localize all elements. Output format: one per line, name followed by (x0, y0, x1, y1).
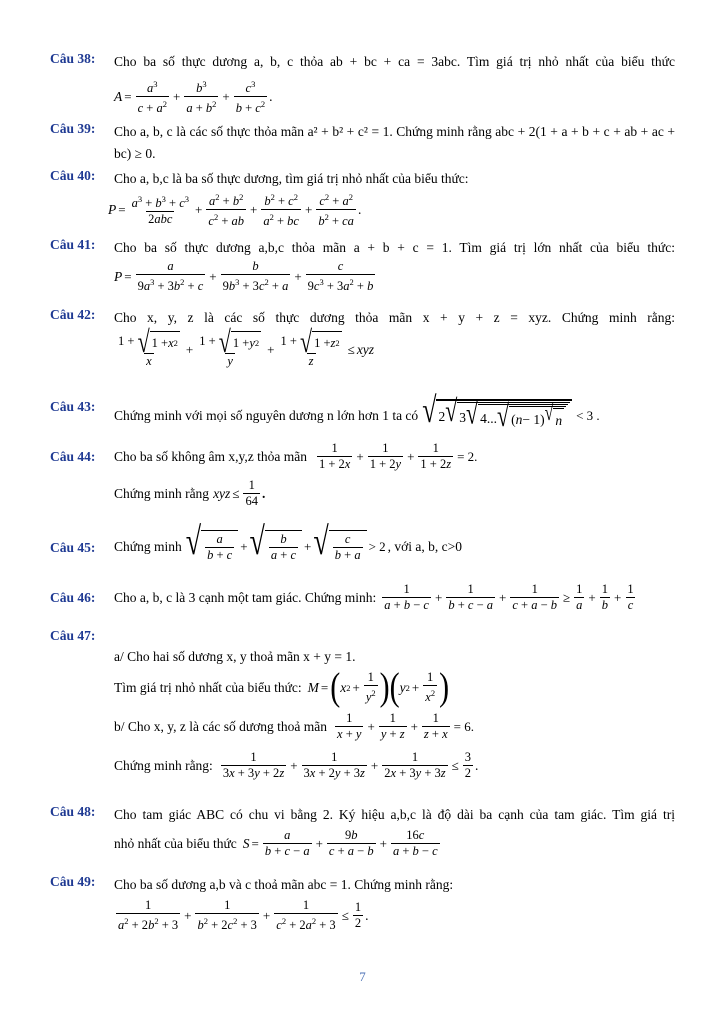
question-text: Cho a, b, c là các số thực thỏa mãn a² + b² + c² = 1. Chứng minh rằng abc + 2(1 + a + b + c + ab + ac + bc) ≥ 0. (114, 124, 675, 161)
question-label: Câu 42: (50, 307, 96, 322)
question-text: Cho ba số không âm x,y,z thỏa mãn (114, 448, 307, 464)
question-39 (50, 121, 675, 165)
question-label: Câu 45: (50, 540, 96, 555)
question-label: Câu 40: (50, 168, 96, 183)
question-43 (50, 389, 675, 433)
question-text: Chứng minh (114, 538, 182, 554)
question-text: Cho a, b,c là ba số thực dương, tìm giá trị nhỏ nhất của biểu thức: (114, 171, 469, 186)
formula: 1 $a^2 + 2b^2 + 3$ + $\frac{1}{b^2 + 2c^2 + 3}$ + $\frac{1}{c^2 + 2a^2 + 3}$ ≤ $\frac{1}{2}$ . (118, 898, 369, 933)
question-text: Cho ba số thực dương a,b,c thỏa mãn a + b + c = 1. Tìm giá trị lớn nhất của biểu thức: (114, 240, 675, 255)
statement-line: Tìm giá trị nhỏ nhất của biểu thức: M = ( x 2 + $\frac{1}{y^2}$ ) ( y 2 + $\frac{1}{x^2}$ ) (114, 665, 450, 709)
question-text: Chứng minh với mọi số nguyên dương n lớn hơn 1 ta có (114, 407, 419, 423)
formula: P = $a^3 + b^3 + c^3$ 2abc + $\frac{a^2 + b^2}{c^2 + ab}$ + $\frac{b^2 + c^2}{a^2 + bc}$ + $\frac{c^2 + a^2}{b^2 + ca}$ . (108, 192, 362, 229)
question-label: Câu 47: (50, 628, 96, 643)
part-a-text: a/ Cho hai số dương x, y thoả mãn x + y = 1. (114, 649, 356, 664)
question-label: Câu 38: (50, 51, 96, 66)
statement-line: nhỏ nhất của biểu thức S = $\frac{a}{b + c - a}$ + $\frac{9b}{c + a - b}$ + $\frac{16c}{a + b - c}$ (114, 828, 438, 858)
part-b-text-2: Chứng minh rằng: (114, 757, 213, 773)
formula: P = $\frac{a}{9a^3 + 3b^2 + c}$ + $\frac{b}{9b^3 + 3c^2 + a}$ + $\frac{c}{9c^3 + 3a^2 + b}$ (114, 259, 374, 294)
question-text: Cho ba số dương a,b và c thoả mãn abc = 1. Chứng minh rằng: (114, 877, 454, 892)
statement-line: Chứng minh rằng: 1 3x + 3y + 2z + $\frac{1}{3x + 2y + 3z}$ + $\frac{1}{2x + 3y + 3z}$ ≤ $\frac{3}{2}$ . (114, 750, 479, 781)
question-label: Câu 43: (50, 399, 96, 414)
question-text-2: , với a, b, c>0 (387, 538, 463, 554)
question-44 (50, 441, 675, 509)
question-text: Chứng minh rằng (114, 485, 210, 501)
question-label: Câu 49: (50, 874, 96, 889)
question-text: Cho tam giác ABC có chu vi bằng 2. Ký hiệu a,b,c là độ dài ba cạnh của tam giác. Tìm giá trị (114, 807, 675, 822)
question-45 (50, 520, 675, 564)
question-label: Câu 41: (50, 237, 96, 252)
statement-line: b/ Cho x, y, z là các số dương thoả mãn 1 x + y + $\frac{1}{y + z}$ + $\frac{1}{z + x}$ = 6. (114, 711, 475, 742)
formula: A = $\frac{a^3}{c + a^2}$ + $\frac{b^3}{a + b^2}$ + $\frac{c^3}{b + c^2}$ . (114, 79, 273, 116)
question-label: Câu 46: (50, 590, 96, 605)
question-38 (50, 51, 675, 116)
question-46 (50, 582, 675, 613)
statement-line: Cho a, b, c là 3 cạnh một tam giác. Chứng minh: 1 a + b − c + $\frac{1}{b + c - a}$ + $\frac{1}{c + a - b}$ ≥ $\frac{1}{a}$ + $\frac{1}{b}$ + $\frac{1}{c}$ (114, 582, 634, 612)
question-text: Cho a, b, c là 3 cạnh một tam giác. Chứng minh: (114, 589, 377, 605)
question-text: Cho ba số thực dương a, b, c thỏa ab + bc + ca = 3abc. Tìm giá trị nhỏ nhất của biểu thức (114, 54, 675, 69)
statement-line: Chứng minh √ a b + c + √ b a + c + √ c b + a > 2 , với a, b, c>0 (114, 520, 463, 564)
statement-line: Chứng minh rằng xyz ≤ $\frac{1}{64}$ . (114, 478, 266, 508)
question-42 (50, 307, 675, 369)
question-49 (50, 874, 675, 933)
question-text-2: nhỏ nhất của biểu thức (114, 835, 237, 851)
part-a-text-2: Tìm giá trị nhỏ nhất của biểu thức: (114, 679, 302, 695)
question-text: Cho x, y, z là các số thực dương thỏa mãn x + y + z = xyz. Chứng minh rằng: (114, 310, 675, 325)
statement-line: Cho ba số không âm x,y,z thỏa mãn 1 1 + 2x + $\frac{1}{1 + 2y}$ + $\frac{1}{1 + 2z}$ = 2. (114, 441, 478, 471)
question-40 (50, 168, 675, 229)
question-47 (50, 628, 675, 781)
statement-line: Chứng minh với mọi số nguyên dương n lớn hơn 1 ta có √ 2 √ 3 √ 4... √ ( n − 1) √ n < 3 . (114, 389, 600, 433)
question-label: Câu 39: (50, 121, 96, 136)
formula: 1 + √ 1 + x 2 x + 1 + √ 1 + y 2 y + 1 + √ 1 + z 2 z ≤ xyz (118, 323, 375, 368)
question-label: Câu 44: (50, 449, 96, 464)
page-number: 7 (359, 969, 366, 984)
part-b-text: b/ Cho x, y, z là các số dương thoả mãn (114, 718, 328, 734)
question-label: Câu 48: (50, 804, 96, 819)
question-48 (50, 804, 675, 859)
formula: √ 2 √ 3 √ 4... √ ( n − 1) √ n (422, 399, 572, 432)
question-41 (50, 237, 675, 294)
